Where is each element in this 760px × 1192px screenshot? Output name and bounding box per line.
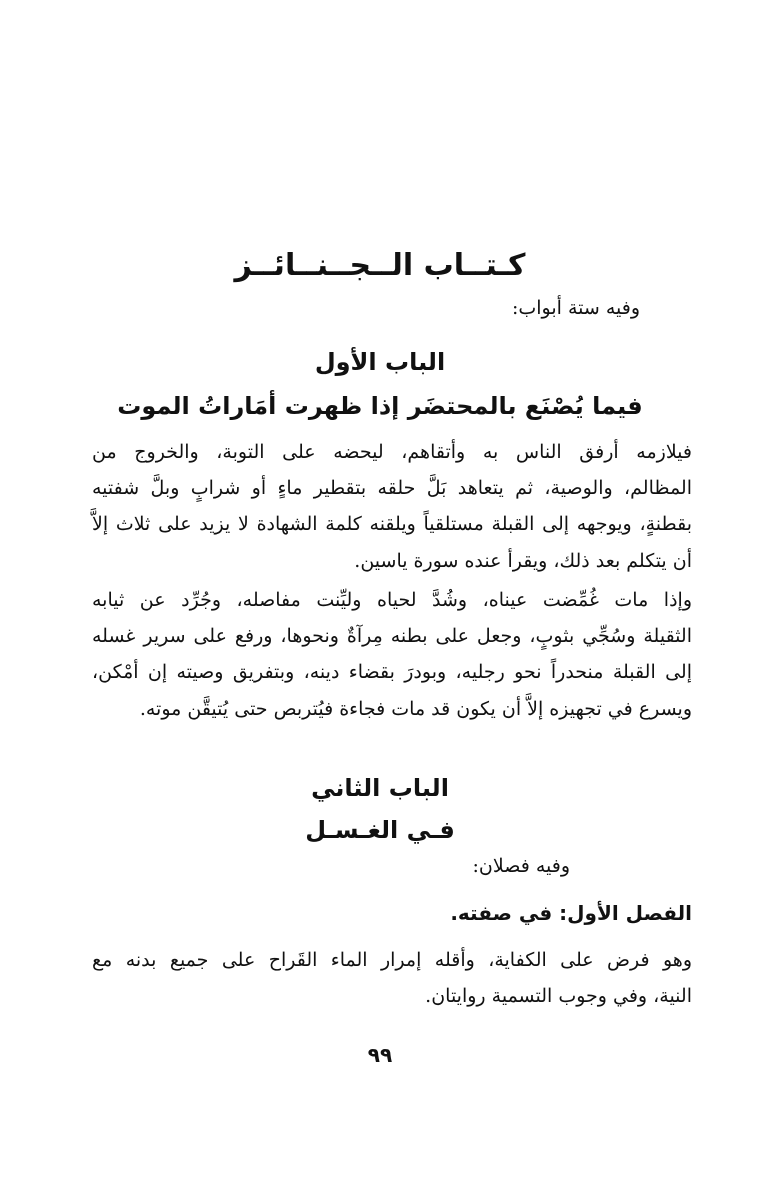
paragraph-line: وهو فرض على الكفاية، وأقله إمرار الماء القَراح على جميع بدنه مع [92,949,692,971]
chapter2-title: الباب الثاني [311,774,449,802]
paragraph-line: بقطنةٍ، ويوجهه إلى القبلة مستلقياً ويلقنه كلمة الشهادة لا يزيد على ثلاث إلاَّ [92,513,692,536]
section1-title: الفصل الأول: في صفته. [450,901,692,925]
book-title: كـتــاب الــجــنــائــز [234,248,526,283]
paragraph-line: فيلازمه أرفق الناس به وأتقاهم، ليحضه على التوبة، والخروج من [92,441,692,463]
paragraph-2 [92,582,692,727]
paragraph-line: النية، وفي وجوب التسمية روايتان. [425,985,692,1008]
paragraph-line: المظالم، والوصية، ثم يتعاهد بَلَّ حلقه بتقطير ماءٍ أو شرابٍ وبلَّ شفتيه [92,477,692,500]
paragraph-line: أن يتكلم بعد ذلك، ويقرأ عنده سورة ياسين. [354,549,692,572]
chapter2-subtitle: فـي الغـسـل [305,816,455,844]
page-number: ٩٩ [367,1043,393,1067]
paragraph-1 [92,434,692,579]
chapter1-subtitle: فيما يُصْنَع بالمحتضَر إذا ظهرت أمَاراتُ الموت [117,392,643,420]
paragraph-3 [92,942,692,1014]
chapter1-title: الباب الأول [314,348,446,376]
paragraph-line: ويسرع في تجهيزه إلاَّ أن يكون قد مات فجاءة فيُتربص حتى يُتيقَّن موته. [139,697,692,720]
paragraph-line: إلى القبلة منحدراً نحو رجليه، وبودرَ بقضاء دينه، وبتفريق وصيته إن أمْكن، [92,661,692,684]
paragraph-line: وإذا مات غُمِّضت عيناه، وشُدَّ لحياه وليِّنت مفاصله، وجُرِّد عن ثيابه [92,589,692,611]
intro2-text: وفيه فصلان: [472,855,570,877]
paragraph-line: الثقيلة وسُجِّي بثوبٍ، وجعل على بطنه مِرآةٌ ونحوها، ورفع على سرير غسله [92,625,692,648]
intro-text: وفيه ستة أبواب: [511,297,640,319]
